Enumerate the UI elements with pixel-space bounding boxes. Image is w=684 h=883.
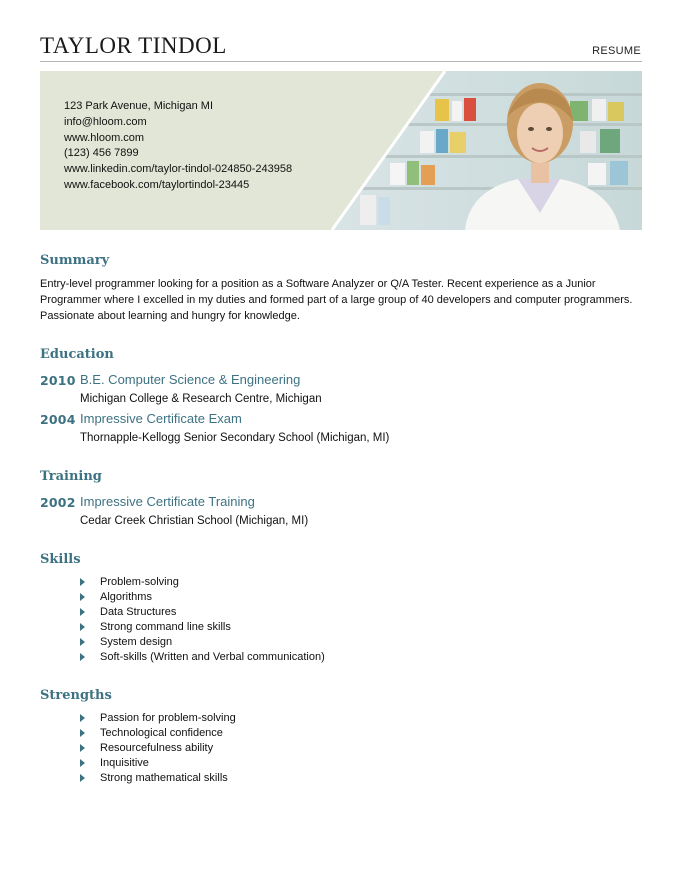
- summary-text: Entry-level programmer looking for a position as a Software Analyzer or Q/A Tester. Recent experience as a Junior Programmer where I excelled in my duties and formed part of a large group of 40 developers and computer programmers. Passionate about learning and hungry for knowledge.: [40, 278, 633, 322]
- strength-item: Technological confidence: [80, 726, 236, 741]
- candidate-name: TAYLOR TINDOL: [40, 33, 227, 58]
- entry-school: Thornapple-Kellogg Senior Secondary School (Michigan, MI): [80, 432, 390, 444]
- bullet-arrow-icon: [80, 653, 85, 661]
- skills-list: [80, 575, 325, 665]
- contact-phone: (123) 456 7899: [64, 147, 139, 160]
- strength-item: Passion for problem-solving: [80, 711, 236, 726]
- bullet-arrow-icon: [80, 714, 85, 722]
- summary-heading: Summary: [40, 253, 110, 268]
- strengths-heading: Strengths: [40, 688, 112, 703]
- bullet-arrow-icon: [80, 744, 85, 752]
- strengths-list: [80, 711, 236, 786]
- skill-item: System design: [80, 635, 325, 650]
- entry-year: 2002: [40, 495, 76, 510]
- document-label: RESUME: [592, 45, 641, 57]
- entry-degree: Impressive Certificate Exam: [80, 411, 242, 426]
- contact-banner: [40, 71, 642, 230]
- skill-item: Soft-skills (Written and Verbal communication): [80, 650, 325, 665]
- skill-item: Problem-solving: [80, 575, 325, 590]
- bullet-arrow-icon: [80, 623, 85, 631]
- header-divider: [40, 61, 642, 62]
- bullet-arrow-icon: [80, 774, 85, 782]
- strength-item: Inquisitive: [80, 756, 236, 771]
- contact-list: [64, 99, 292, 194]
- skills-heading: Skills: [40, 552, 81, 567]
- contact-email[interactable]: info@hloom.com: [64, 115, 147, 128]
- entry-year: 2010: [40, 373, 76, 388]
- training-heading: Training: [40, 469, 102, 484]
- skill-item: Algorithms: [80, 590, 325, 605]
- entry-school: Michigan College & Research Centre, Michigan: [80, 393, 322, 405]
- skill-item: Strong command line skills: [80, 620, 325, 635]
- entry-degree: Impressive Certificate Training: [80, 494, 255, 509]
- entry-degree: B.E. Computer Science & Engineering: [80, 372, 301, 387]
- bullet-arrow-icon: [80, 593, 85, 601]
- skill-item: Data Structures: [80, 605, 325, 620]
- strength-item: Strong mathematical skills: [80, 771, 236, 786]
- bullet-arrow-icon: [80, 638, 85, 646]
- education-heading: Education: [40, 347, 114, 362]
- contact-facebook[interactable]: www.facebook.com/taylortindol-23445: [64, 178, 250, 191]
- contact-address: 123 Park Avenue, Michigan MI: [64, 100, 213, 112]
- bullet-arrow-icon: [80, 729, 85, 737]
- bullet-arrow-icon: [80, 578, 85, 586]
- bullet-arrow-icon: [80, 759, 85, 767]
- contact-linkedin[interactable]: www.linkedin.com/taylor-tindol-024850-243958: [64, 163, 293, 176]
- bullet-arrow-icon: [80, 608, 85, 616]
- entry-year: 2004: [40, 412, 76, 427]
- entry-school: Cedar Creek Christian School (Michigan, MI): [80, 515, 309, 527]
- contact-website[interactable]: www.hloom.com: [64, 131, 145, 144]
- strength-item: Resourcefulness ability: [80, 741, 236, 756]
